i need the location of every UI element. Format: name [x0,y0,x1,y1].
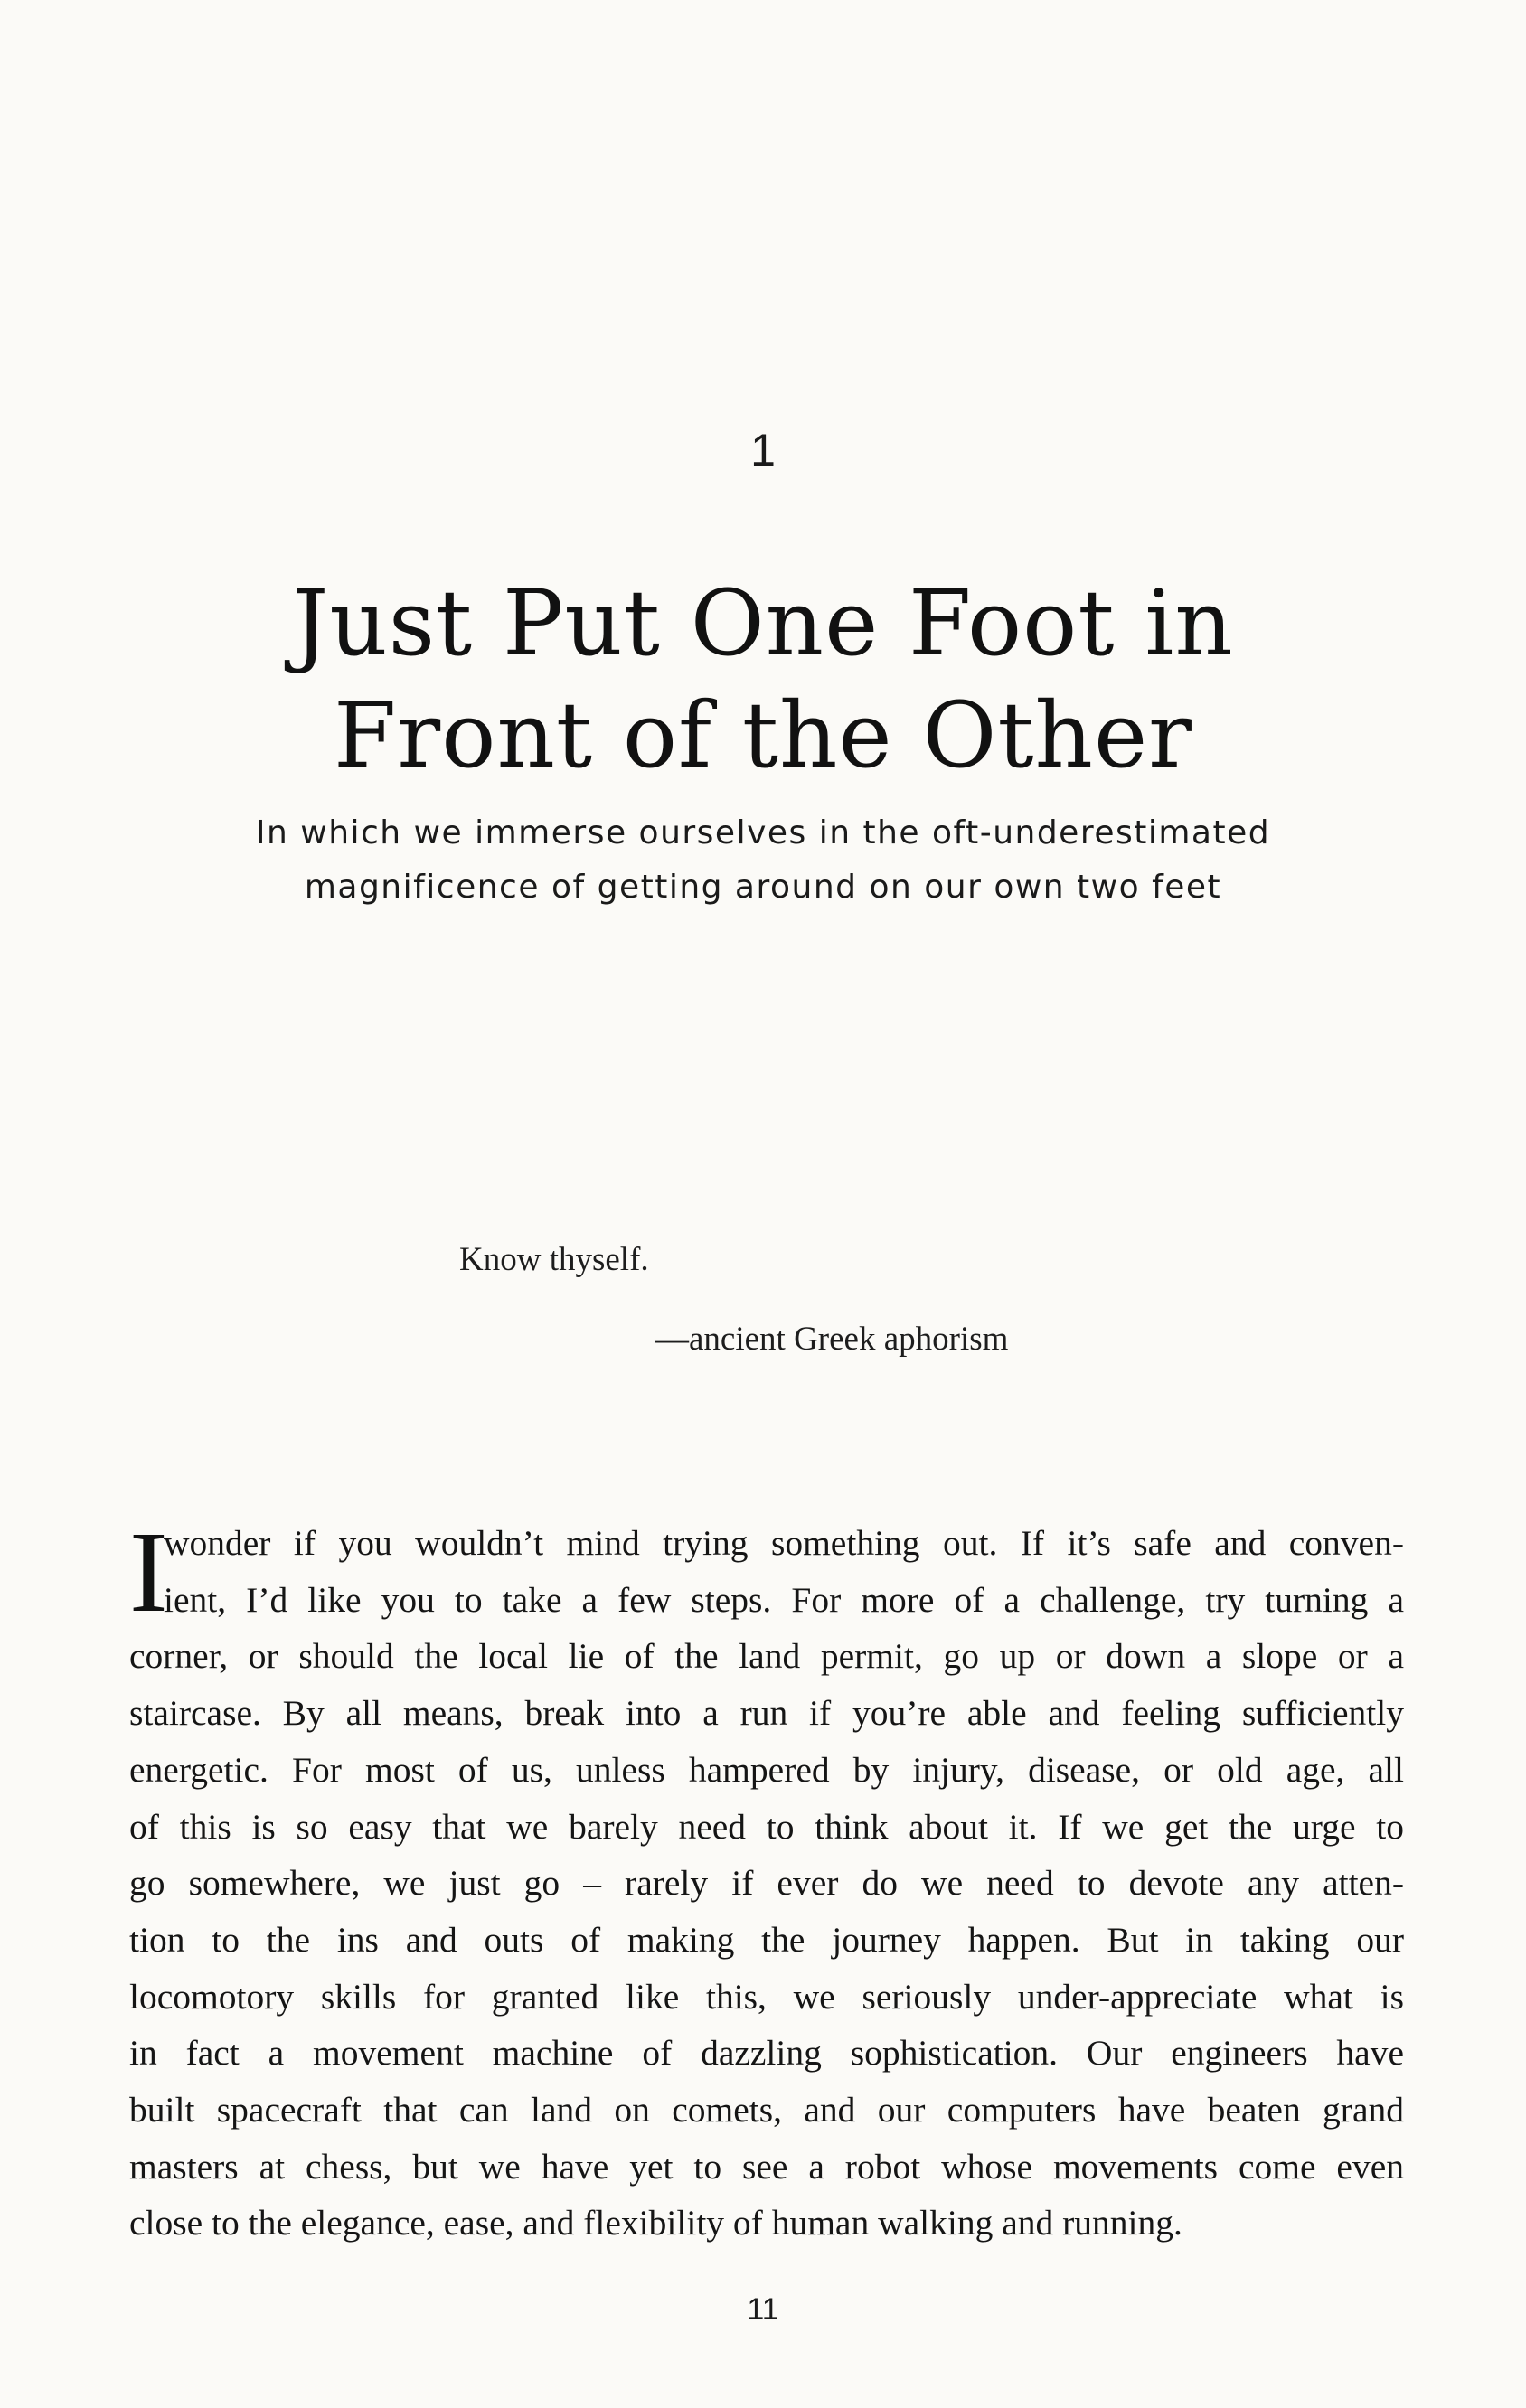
epigraph-attribution: —ancient Greek aphorism [655,1321,1009,1358]
chapter-subtitle [0,806,1526,915]
chapter-subtitle-line: In which we immerse ourselves in the oft-underestimated [255,814,1271,851]
epigraph-quote: Know thyself. [459,1241,649,1278]
body-paragraph [129,1508,1404,2252]
body-line: close to the elegance, ease, and flexibility of human walking and running. [129,2203,1182,2243]
body-line: tion to the ins and outs of making the journey happen. But in taking our [129,1919,1404,1960]
body-line: ient, I’d like you to take a few steps. For more of a challenge, try turning a [164,1579,1404,1620]
body-line: energetic. For most of us, unless hampered by injury, disease, or old age, all [129,1749,1404,1790]
body-line: masters at chess, but we have yet to see a robot whose movements come even [129,2146,1404,2187]
chapter-title-line: Front of the Other [334,682,1192,788]
body-line: in fact a movement machine of dazzling sophistication. Our engineers have [129,2033,1404,2074]
chapter-subtitle-line: magnificence of getting around on our own two feet [304,869,1222,906]
page-number: 11 [747,2292,779,2327]
body-line: wonder if you wouldn’t mind trying something out. If it’s safe and conven- [164,1523,1404,1563]
chapter-title-line: Just Put One Foot in [292,570,1234,676]
chapter-title [0,568,1526,792]
body-line: staircase. By all means, break into a run if you’re able and feeling sufficiently [129,1693,1404,1734]
body-line: go somewhere, we just go – rarely if ever do we need to devote any atten- [129,1863,1404,1904]
body-line: locomotory skills for granted like this, we seriously under-appreciate what is [129,1976,1404,2017]
body-line: of this is so easy that we barely need to think about it. If we get the urge to [129,1806,1404,1847]
body-line: corner, or should the local lie of the land permit, go up or down a slope or a [129,1636,1404,1677]
body-line: built spacecraft that can land on comets, and our computers have beaten grand [129,2090,1404,2131]
drop-cap: I [129,1508,168,1636]
chapter-number: 1 [750,425,776,475]
